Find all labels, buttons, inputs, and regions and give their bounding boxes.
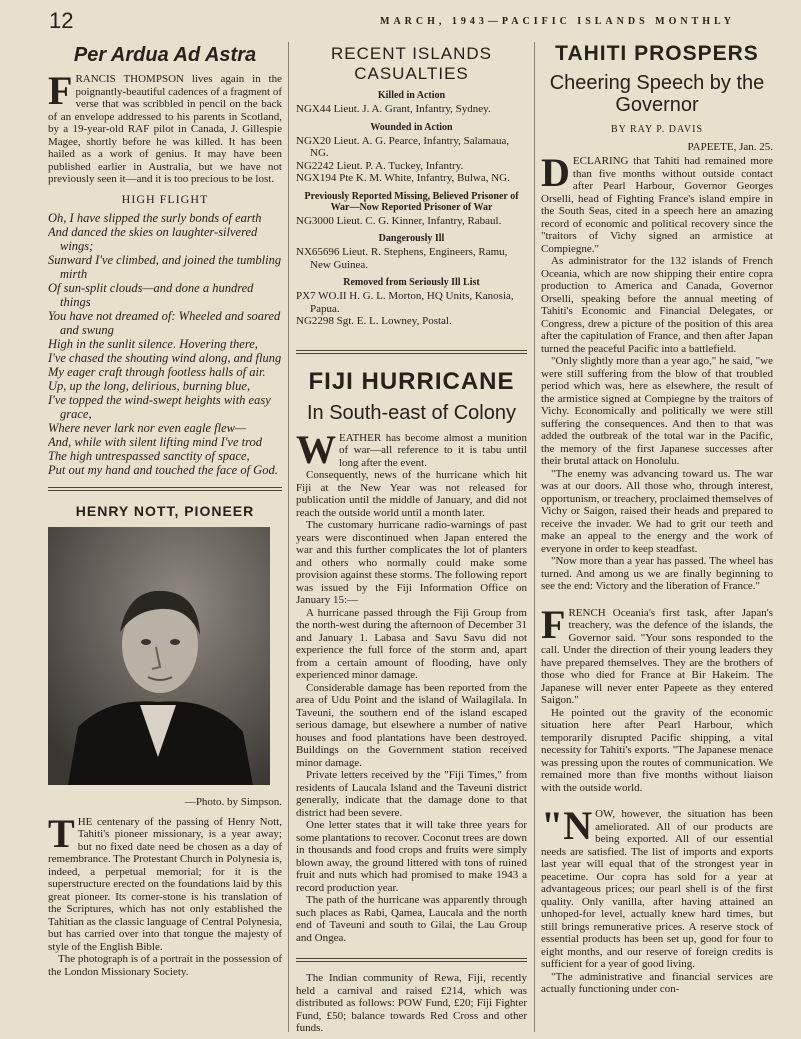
dateline: PAPEETE, Jan. 25. [687,141,773,153]
article-title-casualties: RECENT ISLANDS CASUALTIES [330,44,493,83]
divider [48,487,282,491]
spacer [541,593,773,607]
list-item: NGX44 Lieut. J. A. Grant, Infantry, Sydney. [296,103,491,115]
column-3 [541,42,773,996]
poem-line: Put out my hand and touched the face of God. [48,462,278,477]
poem-line: And danced the skies on laughter-silvered wings; [48,224,258,253]
nott-paragraph: THE centenary of the passing of Henry Nott, Tahiti's pioneer missionary, is a year away; but no fixed date need be chosen as a day of remembrance. The Protestant Church in Polynesia is, indeed, a perpetual memorial; for it is the superstructure erected on the foundations laid by this great pioneer. Its corner-stone is his translation of the Scriptures, which has not only established the Tahitian as the classic language of Central Polynesia, but has carried over into that tongue the majesty of style of the English Bible. [48,810,282,953]
page-number: 12 [49,8,74,33]
poem-line: Up, up the long, delirious, burning blue, [48,378,251,393]
section-heading: Previously Reported Missing, Believed Prisoner of War—Now Reported Prisoner of War [304,190,519,213]
list-item: PX7 WO.II H. G. L. Morton, HQ Units, Kanosia, Papua. [296,290,514,315]
list-item: NGX20 Lieut. A. G. Pearce, Infantry, Salamaua, NG. [296,134,510,159]
drop-cap: "N [541,803,593,848]
tahiti-paragraph: "The administrative and financial services are actually functioning under con- [541,970,773,995]
list-item: NX65696 Lieut. R. Stephens, Engineers, Ramu, New Guinea. [296,246,508,271]
tahiti-paragraph: As administrator for the 132 islands of French Oceania, which are now shipping their entire copra production to America and Canada, Governor Orselli, speaking before the annual meeting of Tahiti's Economic and Financial Delegates, or Congress, drew a picture of the position of this area after the capitulation of France, and then after Japan turned the peaceful Pacific into a battlefield. [541,255,773,355]
list-item: NG2298 Sgt. E. L. Lowney, Postal. [296,315,452,327]
article-subtitle-fiji: In South-east of Colony [306,401,516,424]
drop-cap: D [541,150,570,195]
fiji-paragraph: The path of the hurricane was apparently through such places as Rabi, Qamea, Laucala and the north end of Taveuni and south to Gilai, the Lau Group and Ongea. [296,894,527,944]
fiji-paragraph: One letter states that it will take three years for some plantations to recover. Coconut trees are down in thousands and food crops and fruits were simply blown away, the ground littered with tons of ruined fruit and nuts which had promised to make 1943 a record production year. [296,819,527,894]
poem-line: The high untrespassed sanctity of space, [48,448,250,463]
tahiti-paragraph: "The enemy was advancing toward us. The war was at our doors. All those who, through interest, opportunism, or treachery, proclaimed themselves of Vichy or Saigon, raised their heads and prepared to receive the invader. We had to grit our teeth and make an appeal to the energy and the work of everyone in order to keep steadfast. [541,467,773,555]
poem-line: I've chased the shouting wind along, and flung [48,350,282,365]
poem-line: Sunward I've climbed, and joined the tumbling mirth [48,252,282,281]
drop-cap: F [541,601,566,647]
column-rule-2 [534,42,535,1032]
byline: BY RAY P. DAVIS [610,124,704,135]
masthead: MARCH, 1943—PACIFIC ISLANDS MONTHLY [380,16,736,27]
poem-line: I've topped the wind-swept heights with easy grace, [48,392,271,421]
tahiti-paragraph: He pointed out the gravity of the economic situation here after Pearl Harbour, which temporarily disrupted Pacific shipping, a vital necessity for Tahiti's exports. "The Japanese menace was pressing upon the routes of communication. We remained more than five months without liaison with the outside world. [541,706,773,794]
list-item: NG2242 Lieut. P. A. Tuckey, Infantry. [296,159,464,172]
poem-line: Of sun-split clouds—and done a hundred things [48,280,254,309]
drop-cap: F [48,68,73,113]
poem-line: Where never lark nor even eagle flew— [48,420,247,435]
drop-cap: T [48,810,75,856]
poem-line: You have not dreamed of: Wheeled and soared and swung [48,308,281,337]
list-item: NGX194 Pte K. M. White, Infantry, Bulwa, NG. [296,172,510,184]
tahiti-paragraph: "NOW, however, the situation has been ameliorated. All of our products are being exported. All of our essential needs are satisfied. The list of imports and exports last year will equal that of the strongest year in peacetime. Our copra has sold for a year at advantageous prices; our pearl shell is of the first quality. Only vanilla, after having attained an unhoped-for level, actually knew hard times, but still brings remunerative prices. A reserve stock of essential products has been set up, good for four to eight months, and our reserve of foreign credits is sufficient for a year of good living. [541,803,773,970]
drop-cap: W [296,426,336,472]
article-subtitle-tahiti: Cheering Speech by the Governor [549,72,765,116]
section-heading: Wounded in Action [370,121,453,133]
fiji-paragraph: WEATHER has become almost a munition of war—all reference to it is tabu until long after the event. [296,426,527,472]
tahiti-paragraph: FRENCH Oceania's first task, after Japan's treachery, was the defence of the islands, the Governor said. "Your sons responded to the call. Under the direction of their young leaders they have prepared themselves. They are the brothers of those who died for France at Bir Hakeim. The Japanese will never enter Papeete as they entered Saigon." [541,601,773,706]
article-title-henry-nott: HENRY NOTT, PIONEER [75,502,255,519]
poem-line: And, while with silent lifting mind I've trod [48,434,263,449]
list-item: NG3000 Lieut. C. G. Kinner, Infantry, Rabaul. [296,214,502,227]
poem-line: Oh, I have slipped the surly bonds of earth [48,210,262,225]
tahiti-paragraph: DECLARING that Tahiti had remained more than five months without outside contact after Pearl Harbour, Governor Georges Orselli, head of Fighting France's island empire in the South Seas, cited in a speech here an amazing record of economic and political recovery since the "traitors of Vichy signed an armistice at Compiegne." [541,150,773,255]
rewa-paragraph: The Indian community of Rewa, Fiji, recently held a carnival and raised £214, which was distributed as follows: POW Fund, £20; Fiji Fighter Fund, £50; balance towards Red Cross and other funds. [296,972,527,1034]
fiji-paragraph: Considerable damage has been reported from the area of Udu Point and the island of Wailagilala. In Taveuni, the southern end of the island escaped serious damage, but elsewhere a number of native houses and food plantations have been destroyed. Buildings on the Government station received minor damage. [296,681,527,769]
photo-credit: —Photo. by Simpson. [184,795,282,808]
article-title-tahiti: TAHITI PROSPERS [555,42,759,65]
poem [48,211,282,477]
column-1 [48,42,282,978]
column-2 [296,42,527,1035]
fiji-paragraph: A hurricane passed through the Fiji Group from the north-west during the afternoon of December 31 and January 1. Labasa and Savu Savu did not experience the full force of the storm and, apart from a certain amount of flooding, have only experienced minor damage. [296,606,527,681]
poem-line: My eager craft through footless halls of air. [48,364,266,379]
article-title-fiji: FIJI HURRICANE [308,367,515,395]
section-heading: Dangerously Ill [378,233,445,244]
tahiti-paragraph: "Now more than a year has passed. The wheel has turned. And among us we are finally beginning to see the end: Victory and the liberation of France." [541,555,773,592]
poem-line: High in the sunlit silence. Hovering there, [48,336,258,351]
fiji-paragraph: Consequently, news of the hurricane which hit Fiji at the New Year was not released for publication until the middle of January, and did not reach the outside world until a month later. [296,469,527,519]
divider [296,958,527,962]
fiji-paragraph: Private letters received by the "Fiji Times," from residents of Laucala Island and the Taveuni district generally, indicate that the damage done to that district had been severe. [296,769,527,819]
tahiti-paragraph: "Only slightly more than a year ago," he said, "we were still suffering from the blow of that troubled period which was, here as elsewhere, the result of the armistice signed at Compiegne by the traitors of Vichy. Economically and politically we were still suffering the consequences. And then to that was added the outbreak of the total war in the Pacific, the memory of the first Japanese successes after their brutal attack on Honolulu. [541,355,773,467]
column-rule-1 [288,42,289,1032]
fiji-paragraph: The customary hurricane radio-warnings of past years were discontinued when Japan entered the war and this further complicates the lot of planters and others who normally could make some provision against these storms. The following report was issued by the Fiji Information Office on January 15:— [296,519,527,606]
section-heading: Removed from Seriously Ill List [343,277,480,288]
intro-paragraph: FRANCIS THOMPSON lives again in the poignantly-beautiful cadences of a fragment of verse that was scribbled in pencil on the back of an envelope addressed to his parents in Scotland, by a 19-year-old RAF pilot in Canada, J. Gillespie Magee, shortly before he was killed. It has been hailed as a work of genius. It may have been published earlier in Australia, but we have not previously seen it—and it is too precious to be lost. [48,68,282,185]
article-title-per-ardua: Per Ardua Ad Astra [73,44,257,66]
portrait-photo [48,527,270,785]
poem-title: HIGH FLIGHT [121,191,209,206]
section-heading: Killed in Action [377,90,446,101]
nott-paragraph: The photograph is of a portrait in the possession of the London Missionary Society. [48,953,282,978]
divider [296,350,527,354]
casualties-list [296,90,527,328]
